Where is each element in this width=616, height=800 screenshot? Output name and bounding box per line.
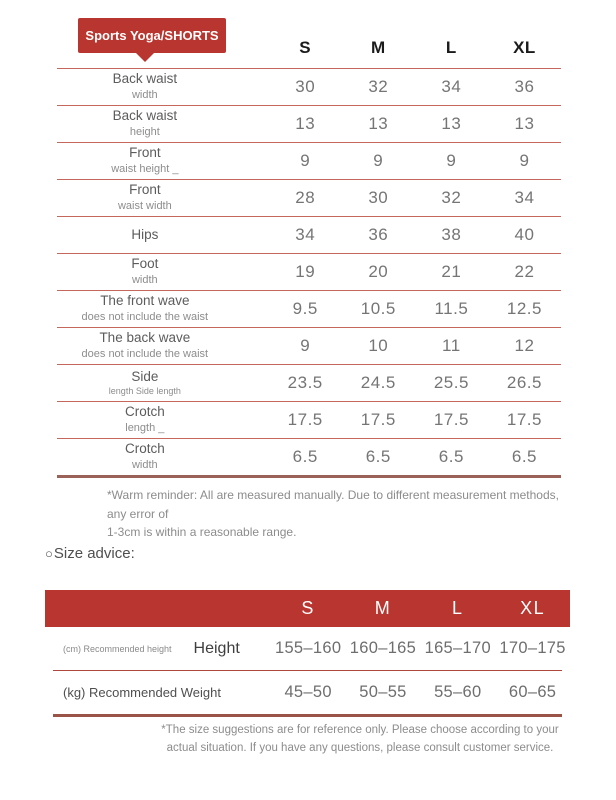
cell-s: 17.5 — [287, 410, 323, 429]
cell-s: 19 — [295, 262, 316, 281]
table-row — [57, 438, 561, 475]
row-label-cell — [57, 69, 269, 105]
col-header-l: L — [445, 38, 457, 57]
cell-xl: 9 — [519, 151, 530, 170]
row-label-cell — [57, 402, 269, 438]
row-sublabel: does not include the waist — [81, 311, 209, 324]
cell-l: 32 — [441, 188, 462, 207]
measurement-table — [57, 28, 561, 478]
col-header-m: M — [370, 38, 386, 57]
table-bottom-line — [53, 714, 562, 717]
height-row — [45, 627, 570, 670]
weight-l: 55–60 — [434, 683, 482, 701]
row-sublabel: width — [131, 459, 158, 472]
cell-l: 9 — [446, 151, 457, 170]
row-sublabel: width — [131, 89, 158, 102]
advice-table — [45, 590, 570, 717]
cell-l: 34 — [441, 77, 462, 96]
table-row — [57, 216, 561, 253]
cell-s: 30 — [295, 77, 316, 96]
cell-xl: 26.5 — [506, 373, 542, 392]
row-sublabel: does not include the waist — [81, 348, 209, 361]
cell-xl: 12.5 — [506, 299, 542, 318]
row-label-cell — [57, 254, 269, 290]
height-m: 160–165 — [349, 639, 417, 657]
height-row-label: Height — [193, 639, 240, 657]
row-label: Crotch — [124, 441, 165, 457]
height-row-small-label: (cm) Recommended height — [63, 643, 172, 654]
cell-xl: 17.5 — [506, 410, 542, 429]
row-label: Hips — [131, 226, 159, 242]
cell-xl: 22 — [514, 262, 535, 281]
cell-l: 13 — [441, 114, 462, 133]
cell-m: 17.5 — [360, 410, 396, 429]
cell-s: 13 — [295, 114, 316, 133]
table-row — [57, 327, 561, 364]
size-suggestion-line1: *The size suggestions are for reference only. Please choose according to your — [161, 724, 559, 736]
weight-m: 50–55 — [359, 683, 407, 701]
cell-xl: 40 — [514, 225, 535, 244]
cell-xl: 36 — [514, 77, 535, 96]
table-row — [57, 364, 561, 401]
col-header-s: S — [299, 38, 312, 57]
table-row — [57, 179, 561, 216]
header-spacer — [57, 28, 269, 68]
weight-xl: 60–65 — [508, 683, 557, 701]
cell-m: 6.5 — [365, 447, 391, 466]
weight-s: 45–50 — [284, 683, 332, 701]
row-label: Back waist — [112, 108, 178, 124]
row-sublabel: waist width — [117, 200, 172, 213]
measurement-table-header — [57, 28, 561, 68]
row-label: Front — [129, 182, 161, 198]
col-header-s: S — [301, 598, 315, 618]
warm-reminder-line1: *Warm reminder: All are measured manually. Due to different measurement methods, any error of — [107, 488, 559, 521]
row-label-cell — [57, 106, 269, 142]
row-label-cell — [57, 365, 269, 401]
row-label: Crotch — [124, 404, 165, 420]
cell-xl: 34 — [514, 188, 535, 207]
circle-icon: ○ — [45, 546, 53, 561]
row-label: Side — [131, 368, 159, 384]
size-advice-label: Size advice: — [53, 545, 135, 562]
col-header-l: L — [452, 598, 464, 618]
warm-reminder-line2: 1-3cm is within a reasonable range. — [107, 525, 297, 540]
cell-s: 9 — [300, 151, 311, 170]
table-row — [57, 401, 561, 438]
cell-m: 10.5 — [360, 299, 396, 318]
row-label: The back wave — [99, 330, 191, 346]
cell-s: 34 — [295, 225, 316, 244]
table-row — [57, 290, 561, 327]
col-header-xl: XL — [513, 38, 536, 57]
cell-m: 30 — [368, 188, 389, 207]
cell-m: 13 — [368, 114, 389, 133]
row-label-cell — [57, 328, 269, 364]
row-label-cell — [57, 291, 269, 327]
advice-table-header — [45, 590, 570, 627]
cell-s: 9.5 — [292, 299, 318, 318]
cell-s: 28 — [295, 188, 316, 207]
cell-m: 20 — [368, 262, 389, 281]
weight-row — [45, 671, 570, 714]
row-label: Front — [129, 145, 161, 161]
weight-row-label: (kg) Recommended Weight — [63, 685, 221, 700]
cell-l: 6.5 — [438, 447, 464, 466]
height-row-label-cell — [45, 627, 271, 670]
cell-m: 9 — [373, 151, 384, 170]
weight-row-label-cell — [45, 671, 271, 714]
col-header-xl: XL — [520, 598, 546, 618]
warm-reminder-note — [107, 486, 565, 542]
row-label-cell — [57, 439, 269, 475]
row-label: Foot — [131, 256, 159, 272]
cell-l: 21 — [441, 262, 462, 281]
row-label: The front wave — [100, 293, 190, 309]
row-sublabel: length _ — [125, 422, 165, 435]
cell-l: 25.5 — [433, 373, 469, 392]
row-sublabel: height — [129, 126, 160, 139]
table-row — [57, 142, 561, 179]
row-label-cell — [57, 180, 269, 216]
row-label: Back waist — [112, 71, 178, 87]
cell-s: 6.5 — [292, 447, 318, 466]
row-sublabel: waist height _ — [111, 163, 179, 176]
table-row — [57, 68, 561, 105]
cell-l: 11 — [442, 336, 461, 355]
table-row — [57, 105, 561, 142]
cell-l: 38 — [441, 225, 462, 244]
height-xl: 170–175 — [499, 639, 566, 657]
table-row — [57, 253, 561, 290]
cell-m: 32 — [368, 77, 389, 96]
cell-xl: 12 — [514, 336, 535, 355]
size-suggestion-line2: actual situation. If you have any questions, please consult customer service. — [166, 741, 554, 754]
row-sublabel: width — [131, 274, 158, 287]
row-label-cell — [57, 217, 269, 253]
header-spacer — [45, 590, 271, 627]
cell-m: 10 — [368, 336, 389, 355]
cell-l: 11.5 — [434, 299, 469, 318]
cell-m: 36 — [368, 225, 389, 244]
row-sublabel: length Side length — [108, 385, 181, 396]
size-suggestion-note — [150, 722, 570, 758]
cell-s: 9 — [300, 336, 311, 355]
product-badge-label: Sports Yoga/SHORTS — [85, 28, 219, 43]
size-advice-heading — [45, 545, 135, 562]
col-header-m: M — [374, 598, 392, 618]
cell-xl: 6.5 — [511, 447, 538, 466]
height-l: 165–170 — [424, 639, 491, 657]
cell-m: 24.5 — [360, 373, 396, 392]
cell-xl: 13 — [514, 114, 535, 133]
row-label-cell — [57, 143, 269, 179]
height-s: 155–160 — [274, 639, 342, 657]
cell-l: 17.5 — [433, 410, 469, 429]
cell-s: 23.5 — [287, 373, 323, 392]
